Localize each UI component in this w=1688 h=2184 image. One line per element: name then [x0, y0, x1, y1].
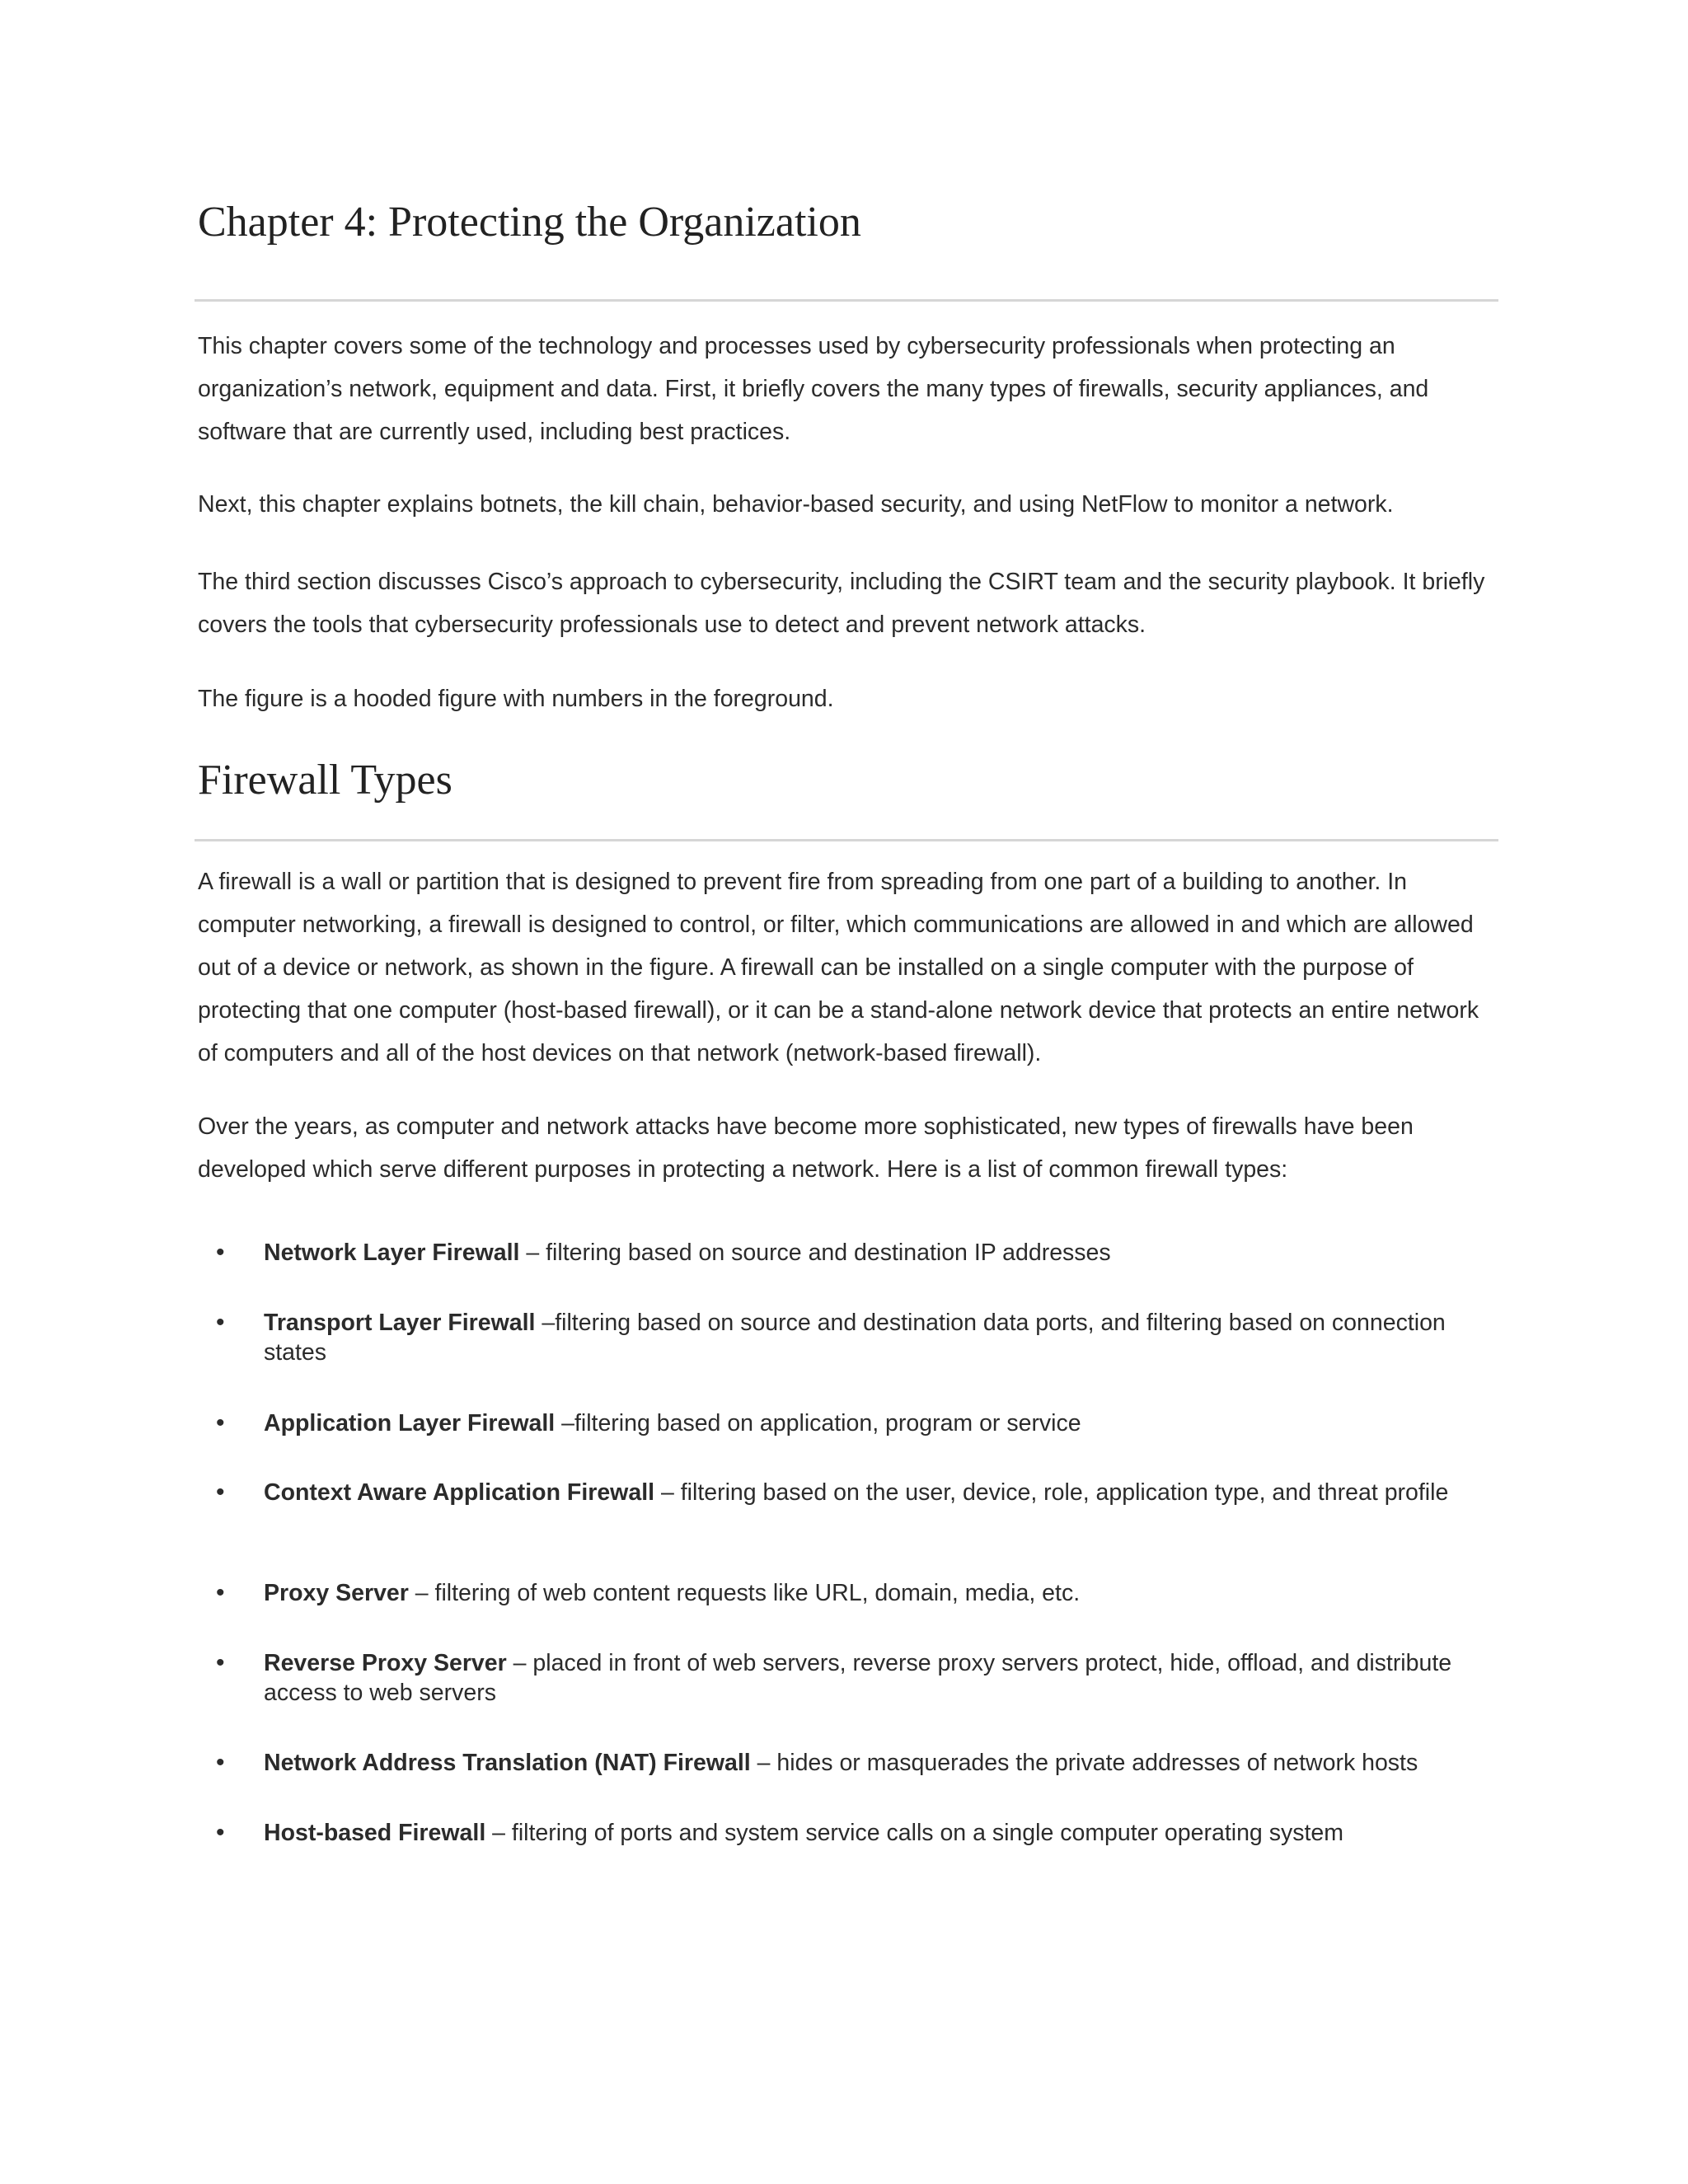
- list-item-term: Network Layer Firewall: [264, 1240, 520, 1266]
- intro-paragraph-1: This chapter covers some of the technology and processes used by cybersecurity professionals when protecting an organization’s network, equipment and data. First, it briefly covers the many types of firewalls, security appliances, and software that are currently used, including best practices.: [198, 333, 1429, 445]
- bullet-icon: •: [216, 1649, 225, 1676]
- list-item-nat-firewall: [198, 1748, 1500, 1778]
- list-item-network-layer-firewall: [198, 1238, 1500, 1268]
- bullet-icon: •: [216, 1579, 225, 1606]
- list-item-application-layer-firewall: [198, 1408, 1500, 1438]
- chapter-title: Chapter 4: Protecting the Organization: [198, 199, 861, 246]
- list-item-description: – filtering based on source and destination IP addresses: [519, 1240, 1111, 1266]
- list-item-term: Proxy Server: [264, 1580, 409, 1606]
- bullet-icon: •: [216, 1819, 225, 1846]
- bullet-icon: •: [216, 1239, 225, 1266]
- bullet-icon: •: [216, 1309, 225, 1336]
- list-item-term: Transport Layer Firewall: [264, 1310, 536, 1336]
- list-item-proxy-server: [198, 1578, 1500, 1608]
- bullet-icon: •: [216, 1409, 225, 1436]
- list-item-term: Network Address Translation (NAT) Firewall: [264, 1750, 751, 1776]
- list-item-description: –filtering based on application, program or service: [555, 1410, 1081, 1436]
- list-item-transport-layer-firewall: [198, 1308, 1500, 1367]
- list-item-description: – filtering based on the user, device, role, application type, and threat profile: [654, 1479, 1449, 1506]
- bullet-icon: •: [216, 1749, 225, 1776]
- list-item-description: – placed in front of web servers, reverse proxy servers protect, hide, offload, and distribute access to web servers: [264, 1650, 1452, 1706]
- list-item-term: Context Aware Application Firewall: [264, 1479, 655, 1506]
- bullet-icon: •: [216, 1479, 225, 1506]
- list-item-term: Host-based Firewall: [264, 1820, 486, 1846]
- firewall-definition-paragraph: A firewall is a wall or partition that is designed to prevent fire from spreading from one part of a building to another. In computer networking, a firewall is designed to control, or filter, which communications are allowed in and which are allowed out of a device or network, as shown in the figure. A firewall can be installed on a single computer with the purpose of protecting that one computer (host-based firewall), or it can be a stand-alone network device that protects an entire network of computers and all of the host devices on that network (network-based firewall).: [198, 869, 1479, 1066]
- list-item-host-based-firewall: [198, 1818, 1500, 1848]
- intro-paragraph-2: Next, this chapter explains botnets, the kill chain, behavior-based security, and using NetFlow to monitor a network.: [198, 491, 1394, 518]
- list-item-reverse-proxy-server: [198, 1648, 1500, 1708]
- intro-paragraph-3: The third section discusses Cisco’s approach to cybersecurity, including the CSIRT team and the security playbook. It briefly covers the tools that cybersecurity professionals use to detect and prevent network attacks.: [198, 569, 1485, 638]
- figure-description: The figure is a hooded figure with numbers in the foreground.: [198, 686, 834, 712]
- list-item-description: – hides or masquerades the private addresses of network hosts: [750, 1750, 1418, 1776]
- section-divider: [195, 839, 1498, 841]
- list-item-description: –filtering based on source and destination data ports, and filtering based on connection states: [264, 1310, 1446, 1366]
- list-item-description: – filtering of ports and system service calls on a single computer operating system: [485, 1820, 1343, 1846]
- list-item-term: Reverse Proxy Server: [264, 1650, 507, 1676]
- list-item-term: Application Layer Firewall: [264, 1410, 556, 1436]
- chapter-divider: [195, 299, 1498, 302]
- section-title: Firewall Types: [198, 757, 452, 804]
- list-item-description: – filtering of web content requests like URL, domain, media, etc.: [408, 1580, 1081, 1606]
- list-item-context-aware-application-firewall: [198, 1478, 1500, 1507]
- firewall-types-intro-paragraph: Over the years, as computer and network attacks have become more sophisticated, new types of firewalls have been developed which serve different purposes in protecting a network. Here is a list of common firewall types:: [198, 1113, 1414, 1183]
